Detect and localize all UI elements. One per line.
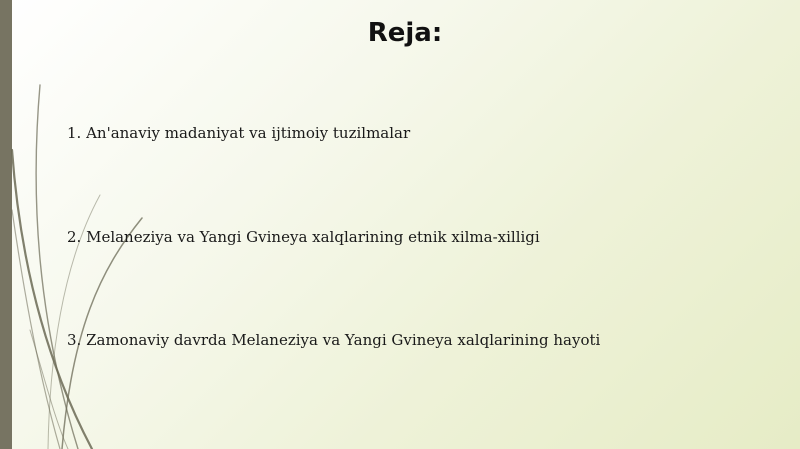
decorative-grass-lines <box>0 0 160 449</box>
slide-title: Reja: <box>367 18 443 48</box>
plan-item-3: 3. Zamonaviy davrda Melaneziya va Yangi Gvineya xalqlarining hayoti <box>67 331 601 349</box>
plan-item-2: 2. Melaneziya va Yangi Gvineya xalqlarining etnik xilma-xilligi <box>67 228 540 246</box>
plan-item-1: 1. An'anaviy madaniyat va ijtimoiy tuzilmalar <box>67 124 411 142</box>
